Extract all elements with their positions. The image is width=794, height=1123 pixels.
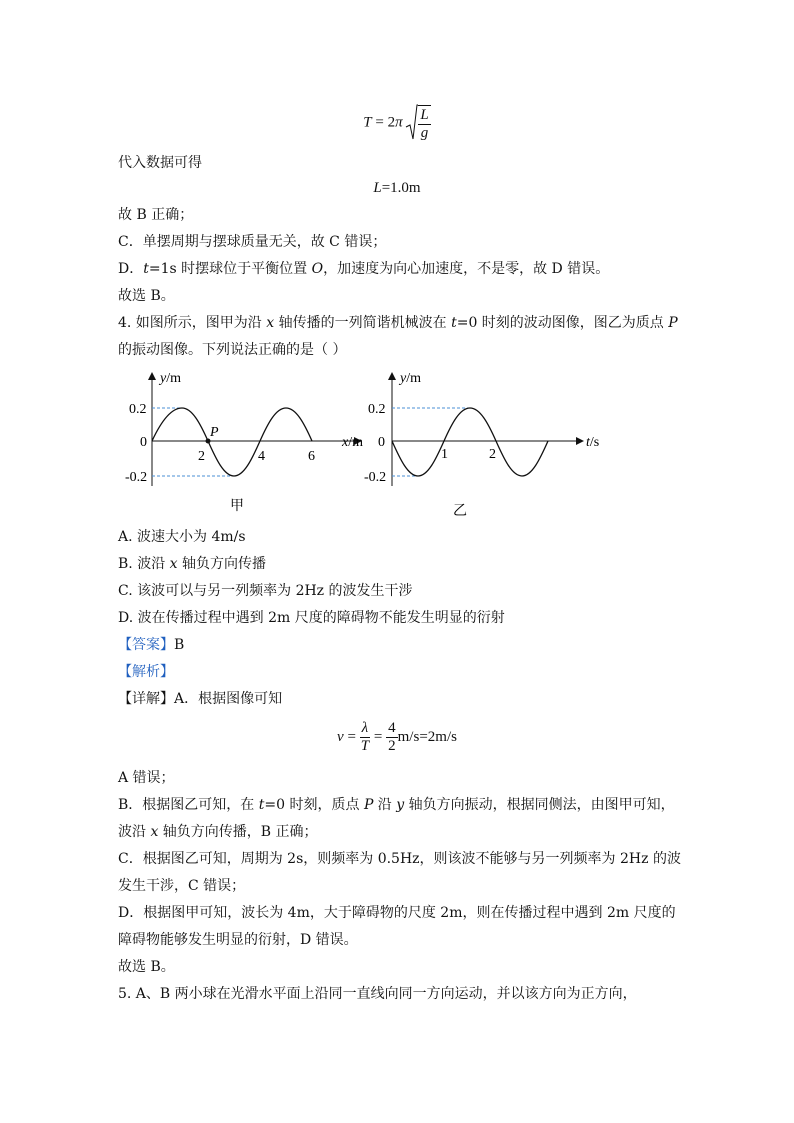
option-c: C. 该波可以与另一列频率为 2Hz 的波发生干涉 [118,583,413,599]
var-x: x [169,556,178,572]
radical-icon [406,103,418,143]
option-d: D. 波在传播过程中遇到 2m 尺度的障碍物不能发生明显的衍射 [118,610,505,626]
graph-jia [125,368,375,518]
explain-b-2 [118,823,318,841]
var-T: T [363,114,372,131]
d-middle: =1s 时摆球位于平衡位置 [148,261,312,277]
caption-jia: 甲 [230,499,244,514]
tick-x-2: 2 [198,449,205,464]
b2-part-b: 轴负方向传播，B 正确； [158,824,318,840]
b1-part-d: 轴负方向振动，根据同侧法，由图甲可知， [404,797,675,813]
vibration-curve [392,408,548,476]
label-origin: 0 [140,435,147,450]
explain-c-2: 发生干涉，C 错误； [118,878,246,894]
pi-symbol: π [395,114,403,131]
formula-velocity [0,720,794,755]
velocity-result: m/s=2m/s [397,728,457,745]
label-xlabel: x/m [342,435,363,450]
label-P: P [210,425,219,440]
fraction-lambda-T [360,720,371,755]
text-a-wrong: A 错误； [118,770,175,786]
var-t: t [451,315,457,331]
label-origin: 0 [378,435,385,450]
question-5: 5. A、B 两小球在光滑水平面上沿同一直线向同一方向运动，并以该方向为正方向， [118,986,637,1002]
num-L: L [420,106,429,123]
text-c-wrong: C．单摆周期与摆球质量无关，故 C 错误； [118,234,387,250]
q4-part-a: 4. 如图所示，图甲为沿 [118,315,267,331]
question-4-line-1 [118,314,678,332]
var-y: y [396,797,405,813]
text-d-wrong [118,260,609,278]
text-choose-2: 故选 B。 [118,959,175,975]
analysis-tag: 【解析】 [118,664,174,680]
label-tlabel: t/s [586,435,600,450]
detail-line [118,690,282,708]
tick-y-bottom: -0.2 [364,470,387,485]
detail-a-text: A．根据图像可知 [174,691,283,707]
var-x: x [150,824,159,840]
var-O: O [311,261,324,277]
b1-part-a: B．根据图乙可知，在 [118,797,259,813]
text-substitute: 代入数据可得 [118,155,202,171]
tick-y-top: 0.2 [368,402,386,417]
var-P: P [363,797,374,813]
optb-part-a: B. 波沿 [118,556,170,572]
num-4: 4 [388,720,396,736]
period-T: T [360,738,370,754]
equals-1: = [343,728,360,745]
fraction-4-2 [386,720,398,755]
wave-curve [152,408,312,476]
explain-d-2: 障碍物能够发生明显的衍射，D 错误。 [118,932,358,948]
explain-c-1: C．根据图乙可知，周期为 2s，则频率为 0.5Hz，则该波不能够与另一列频率为 2Hz 的波 [118,851,681,867]
result-L [0,179,794,197]
d-prefix: D． [118,261,144,277]
text-choose-1: 故选 B。 [118,288,175,304]
caption-yi: 乙 [453,504,467,519]
answer-tag: 【答案】 [118,637,174,653]
var-t: t [258,797,265,813]
tick-y-top: 0.2 [129,402,147,417]
den-g: g [420,124,429,141]
var-L: L [373,180,382,196]
var-t: t [143,261,149,277]
formula-period [0,103,794,143]
tick-t-2: 2 [489,447,496,462]
tick-x-6: 6 [308,449,315,464]
detail-tag: 【详解】 [118,691,174,707]
lambda: λ [361,720,369,736]
graph-yi [364,368,613,523]
q4-part-b: 轴传播的一列简谐机械波在 [274,315,452,331]
tick-t-1: 1 [441,447,448,462]
explain-b-1 [118,796,675,814]
var-v: v [337,728,344,745]
equals-2: = [370,728,387,745]
answer-value: B [174,637,185,653]
optb-part-b: 轴负方向传播 [177,556,266,572]
question-4-line-2: 的振动图像。下列说法正确的是（ ） [118,342,347,358]
fraction-L-g [418,105,430,142]
answer-line [118,636,184,654]
tick-x-4: 4 [258,449,265,464]
tick-y-bottom: -0.2 [125,470,148,485]
eq-2: = 2 [375,114,396,131]
d-suffix: ，加速度为向心加速度，不是零，故 D 错误。 [323,261,610,277]
explain-d-1: D．根据图甲可知，波长为 4m，大于障碍物的尺度 2m，则在传播过程中遇到 2m 尺度的 [118,905,676,921]
b1-part-b: =0 时刻，质点 [264,797,364,813]
option-a: A. 波速大小为 4m/s [118,529,246,545]
value-L: =1.0m [381,180,421,196]
var-x: x [266,315,275,331]
label-ylabel: y/m [400,371,421,386]
option-b [118,555,266,573]
den-2: 2 [388,738,396,754]
q4-part-c: =0 时刻的波动图像，图乙为质点 [456,315,669,331]
var-P: P [668,315,678,331]
text-b-correct: 故 B 正确； [118,207,194,223]
sqrt-sign [406,103,430,143]
b1-part-c: 沿 [373,797,397,813]
b2-part-a: 波沿 [118,824,151,840]
label-ylabel: y/m [160,371,181,386]
